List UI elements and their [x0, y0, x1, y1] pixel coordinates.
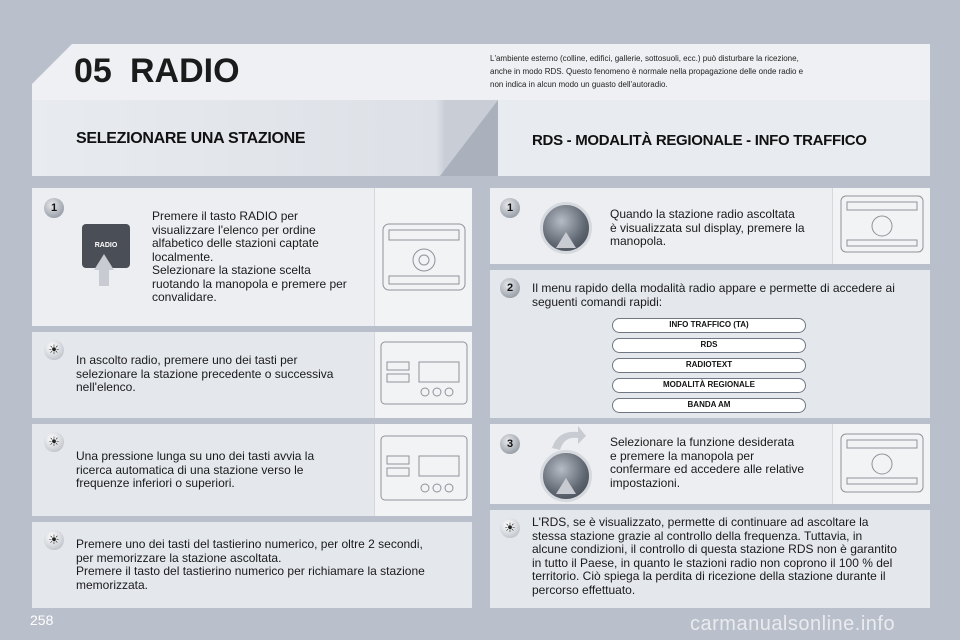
step-badge: 2 [500, 278, 520, 298]
text-line: confermare ed accedere alle relative [610, 462, 805, 476]
radio-panel-illustration [375, 188, 473, 326]
corner-cut [32, 44, 72, 84]
tip-icon: ☀ [44, 432, 64, 452]
rds-tip-text [532, 516, 924, 597]
text-line: percorso effettuato. [532, 582, 636, 597]
radio-panel-image [374, 188, 472, 326]
step-badge: 1 [44, 198, 64, 218]
text-line: selezionare la stazione precedente o successiva [76, 366, 334, 381]
step3-text [610, 436, 830, 490]
radio-panel-image-right [832, 188, 930, 264]
text-line: frequenze inferiori o superiori. [76, 476, 235, 490]
text-line: e premere la manopola per [610, 448, 755, 463]
text-line: manopola. [610, 234, 667, 248]
text-line: per memorizzare la stazione ascoltata. [76, 550, 282, 565]
tip-icon: ☀ [500, 518, 520, 538]
page-number: 258 [30, 612, 54, 628]
step2-text [532, 282, 924, 309]
text-line: Premere il tasto del tastierino numerico per richiamare la stazione [76, 564, 425, 578]
knob-icon [540, 450, 592, 502]
text-line: stessa stazione grazie al controllo della frequenza. Tuttavia, in [532, 528, 863, 543]
text-line: In ascolto radio, premere uno dei tasti per [76, 353, 298, 367]
buttons-image [374, 332, 472, 418]
section-divider [440, 100, 498, 176]
tip-icon: ☀ [44, 340, 64, 360]
buttons-image-2 [374, 424, 472, 516]
chapter-number: 05 [74, 52, 112, 90]
tip1-text [76, 354, 366, 395]
section-title-right: RDS - MODALITÀ REGIONALE - INFO TRAFFICO [532, 132, 867, 149]
radio-button-illustration: RADIO [82, 224, 130, 268]
step-badge: 3 [500, 434, 520, 454]
intro-line: anche in modo RDS. Questo fenomeno è normale nella propagazione delle onde radio e [490, 67, 804, 76]
text-line: Premere il tasto RADIO per [152, 209, 299, 223]
text-line: ruotando la manopola e premere per [152, 276, 347, 291]
step1-text-left [152, 210, 367, 305]
text-line: convalidare. [152, 290, 217, 304]
menu-item-banda-am[interactable]: BANDA AM [612, 398, 806, 413]
text-line: Il menu rapido della modalità radio appare e permette di accedere ai [532, 281, 895, 295]
buttons-illustration [375, 332, 473, 418]
text-line: alcune condizioni, il controllo di questa stazione RDS non è garantito [532, 542, 897, 556]
rotate-arrow-icon [548, 424, 588, 452]
intro-line: non indica in alcun modo un guasto dell'autoradio. [490, 80, 668, 89]
text-line: Premere uno dei tasti del tastierino numerico, per oltre 2 secondi, [76, 537, 423, 551]
tip3-text [76, 538, 466, 592]
menu-item-modalita-regionale[interactable]: MODALITÀ REGIONALE [612, 378, 806, 393]
radio-panel-image-3 [832, 424, 930, 504]
text-line: impostazioni. [610, 475, 681, 490]
text-line: visualizzare l'elenco per ordine [152, 222, 316, 237]
text-line: alfabetico delle stazioni captate [152, 236, 319, 250]
section-title-left: SELEZIONARE UNA STAZIONE [76, 130, 306, 147]
text-line: è visualizzata sul display, premere la [610, 220, 805, 235]
text-line: nell'elenco. [76, 380, 136, 394]
text-line: localmente. [152, 249, 214, 264]
text-line: in tutto il Paese, in quanto le stazioni radio non coprono il 100 % del [532, 555, 893, 570]
press-arrow-stem [99, 268, 109, 286]
menu-item-radiotext[interactable]: RADIOTEXT [612, 358, 806, 373]
text-line: Selezionare la stazione scelta [152, 263, 311, 277]
step-badge: 1 [500, 198, 520, 218]
text-line: territorio. Ciò spiega la perdita di ricezione della stazione durante il [532, 569, 886, 583]
intro-line: L'ambiente esterno (colline, edifici, gallerie, sottosuoli, ecc.) può disturbare la ricezione, [490, 54, 799, 63]
step1-text-right [610, 208, 830, 249]
chapter-title: RADIO [130, 52, 240, 90]
watermark: carmanualsonline.info [690, 613, 896, 635]
menu-item-info-traffico[interactable]: INFO TRAFFICO (TA) [612, 318, 806, 333]
text-line: memorizzata. [76, 577, 149, 592]
text-line: seguenti comandi rapidi: [532, 294, 663, 309]
tip-icon: ☀ [44, 530, 64, 550]
tip2-text [76, 450, 366, 491]
radio-panel-illustration-3 [833, 424, 931, 504]
menu-item-rds[interactable]: RDS [612, 338, 806, 353]
intro-note [490, 52, 920, 91]
press-arrow-icon [556, 232, 576, 248]
text-line: Quando la stazione radio ascoltata [610, 207, 795, 221]
text-line: ricerca automatica di una stazione verso le [76, 462, 304, 477]
text-line: L'RDS, se è visualizzato, permette di continuare ad ascoltare la [532, 515, 869, 529]
radio-panel-illustration-right [833, 188, 931, 264]
buttons-illustration-2 [375, 424, 473, 516]
text-line: Una pressione lunga su uno dei tasti avvia la [76, 449, 315, 463]
press-arrow-icon [556, 478, 576, 494]
text-line: Selezionare la funzione desiderata [610, 435, 795, 449]
